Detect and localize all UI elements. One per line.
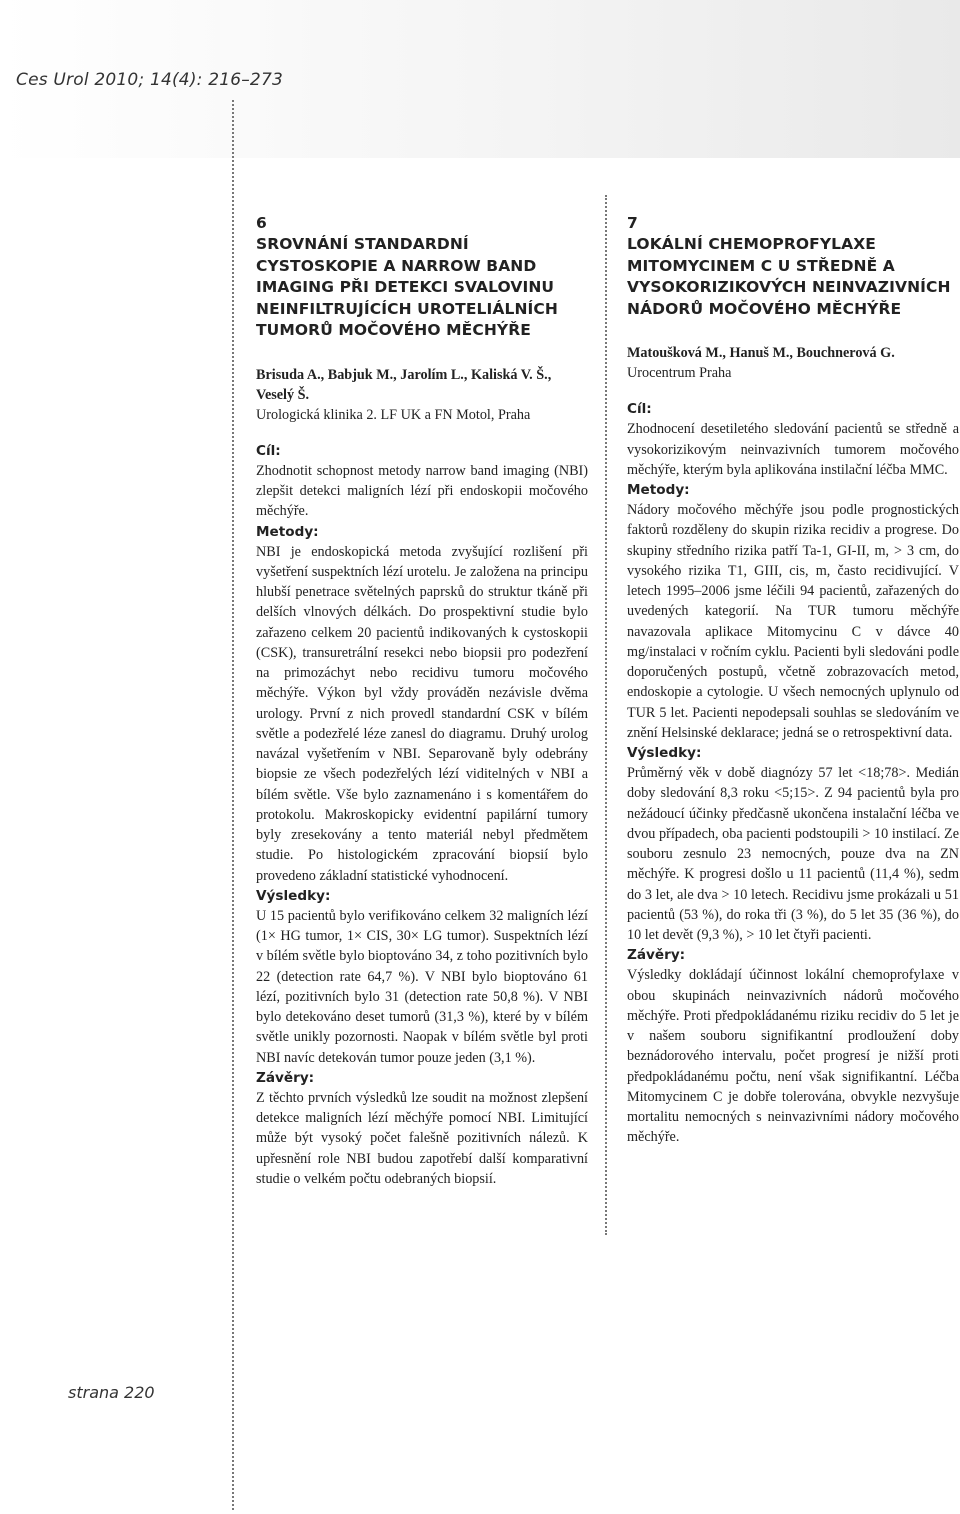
section-text-cil: Zhodnocení desetiletého sledování pacientů se středně a vysokorizikovým neinvazivních tumorem močového měchýře, kterým byla aplikována instilační léčba MMC. bbox=[627, 421, 959, 478]
abstract-title: SROVNÁNÍ STANDARDNÍ CYSTOSKOPIE A NARROW BAND IMAGING PŘI DETEKCI SVALOVINU NEINFILTRUJÍCÍCH UROTELIÁLNÍCH TUMORŮ MOČOVÉHO MĚCHÝŘE bbox=[256, 235, 558, 340]
section-heading-vysledky: Výsledky: bbox=[256, 887, 331, 904]
section-text-metody: NBI je endoskopická metoda zvyšující rozlišení při vyšetření suspektních lézí urotelu. Je založena na principu hlubší penetrace světelných paprsků do struktur tkáně při delších vlnových délkách. Do prospektivní studie bylo zařazeno celkem 20 pacientů indikovaných k cystoskopii (CSK), transuretrální resekci nebo biopsii pro podezření na primozáchyt nebo recidivu tumoru močového měchýře. Výkon byl vždy prováděn nezávisle dvěma urology. První z nich provedl standardní CSK v bílém světle a podezřelé léze zanesl do diagramu. Druhý urolog navázal vyšetřením v NBI. Separovaně byly odebrány biopsie ze všech podezřelých lézí viditelných v NBI a bílém světle. Vše bylo zaznamenáno i s komentářem do protokolu. Makroskopicky evidentní papilární tumory byly zresekovány a tento materiál nebyl předmětem studie. Po histologickém zpracování biopsií bylo provedeno základní statistické vyhodnocení. bbox=[256, 543, 588, 884]
journal-citation: Ces Urol 2010; 14(4): 216–273 bbox=[16, 70, 283, 90]
abstract-authors: Matoušková M., Hanuš M., Bouchnerová G. bbox=[627, 345, 895, 362]
section-text-metody: Nádory močového měchýře jsou podle prognostických faktorů rozděleny do skupin rizika recidiv a progrese. Do skupiny středního rizika patří Ta-1, GI-II, m, > 3 cm, do vysokého rizika T1, GIII, cis, m, často recidivující. V letech 1995–2006 jsme léčili 94 pacientů, zařazených do uvedených kategorií. Na TUR tumoru měchýře navazovala aplikace Mitomycinu C v dávce 40 mg/instalaci v ročním cyklu. Pacienti byli sledováni podle doporučených postupů, včetně zobrazovacích metod, endoskopie a cytologie. U všech nemocných uplynulo od TUR 5 let. Pacienti nepodepsali souhlas se sledováním ve znění Helsinské deklarace; jedná se o retrospektivní data. bbox=[627, 502, 959, 741]
section-heading-cil: Cíl: bbox=[256, 442, 281, 459]
section-text-zavery: Z těchto prvních výsledků lze soudit na možnost zlepšení detekce maligních lézí měchýře pomocí NBI. Limitující může být vysoký počet falešně pozitivních nálezů. K upřesnění role NBI budou zapotřebí další komparativní studie o velkém počtu odebraných biopsií. bbox=[256, 1089, 588, 1187]
section-heading-metody: Metody: bbox=[627, 482, 690, 499]
section-heading-metody: Metody: bbox=[256, 523, 319, 540]
section-heading-cil: Cíl: bbox=[627, 401, 652, 418]
section-text-cil: Zhodnotit schopnost metody narrow band imaging (NBI) zlepšit detekci maligních lézí při endoskopii močového měchýře. bbox=[256, 462, 588, 520]
page-number: strana 220 bbox=[68, 1383, 155, 1402]
section-heading-vysledky: Výsledky: bbox=[627, 745, 702, 762]
abstract-number: 7 bbox=[627, 214, 638, 232]
section-heading-zavery: Závěry: bbox=[256, 1069, 315, 1086]
abstract-number: 6 bbox=[256, 214, 267, 232]
abstract-6 bbox=[256, 212, 588, 1189]
abstract-7 bbox=[627, 212, 959, 1148]
abstract-authors: Brisuda A., Babjuk M., Jarolím L., Kaliská V. Š., Veselý Š. bbox=[256, 366, 552, 403]
section-text-vysledky: U 15 pacientů bylo verifikováno celkem 32 maligních lézí (1× HG tumor, 1× CIS, 30× LG tumor). Suspektních lézí v bílém světle bylo bioptováno 34, z toho pozitivních bylo 22 (detection rate 64,7 %). V NBI bylo bioptováno 61 lézí, pozitivních bylo 31 (detection rate 50,8 %). V NBI bylo detekováno deset tumorů (31,3 %), které by v bílém světle unikly pozornosti. Naopak v bílém světle byl proti NBI navíc detekován tumor pouze jeden (3,1 %). bbox=[256, 907, 588, 1066]
divider-middle bbox=[605, 195, 607, 1235]
section-text-zavery: Výsledky dokládají účinnost lokální chemoprofylaxe v obou skupinách neinvazivních nádorů močového měchýře. Proti předpokládanému riziku recidiv do 5 let je v našem souboru signifikantní prodloužení doby beznádorového intervalu, počet progresí je nižší proti předpokládanému počtu, není však signifikantní. Léčba Mitomycinem C je dobře tolerována, obvykle nezvyšuje mortalitu nemocných s neinvazivními nádory močového měchýře. bbox=[627, 967, 959, 1146]
abstract-title: LOKÁLNÍ CHEMOPROFYLAXE MITOMYCINEM C U STŘEDNĚ A VYSOKORIZIKOVÝCH NEINVAZIVNÍCH NÁDORŮ MOČOVÉHO MĚCHÝŘE bbox=[627, 235, 951, 318]
abstract-affiliation: Urocentrum Praha bbox=[627, 365, 732, 382]
abstract-affiliation: Urologická klinika 2. LF UK a FN Motol, Praha bbox=[256, 406, 531, 423]
divider-left bbox=[232, 100, 234, 1510]
section-text-vysledky: Průměrný věk v době diagnózy 57 let <18;78>. Medián doby sledování 8,3 roku <5;15>. Z 94 pacientů byla pro nežádoucí účinky předčasně ukončena instalační léčba ve dvou případech, oba pacienti podstoupili > 10 instilací. Ze souboru zesnulo 23 nemocných, pouze dva na ZN měchýře. K progresi došlo u 11 pacientů (11,4 %), sedm do 3 let, ale dva > 10 letech. Recidivu jsme prokázali u 51 pacientů (53 %), do roka tři (3 %), do 5 let 35 (36 %), do 10 let devět (9,3 %), > 10 let čtyři pacienti. bbox=[627, 765, 959, 944]
section-heading-zavery: Závěry: bbox=[627, 947, 686, 964]
